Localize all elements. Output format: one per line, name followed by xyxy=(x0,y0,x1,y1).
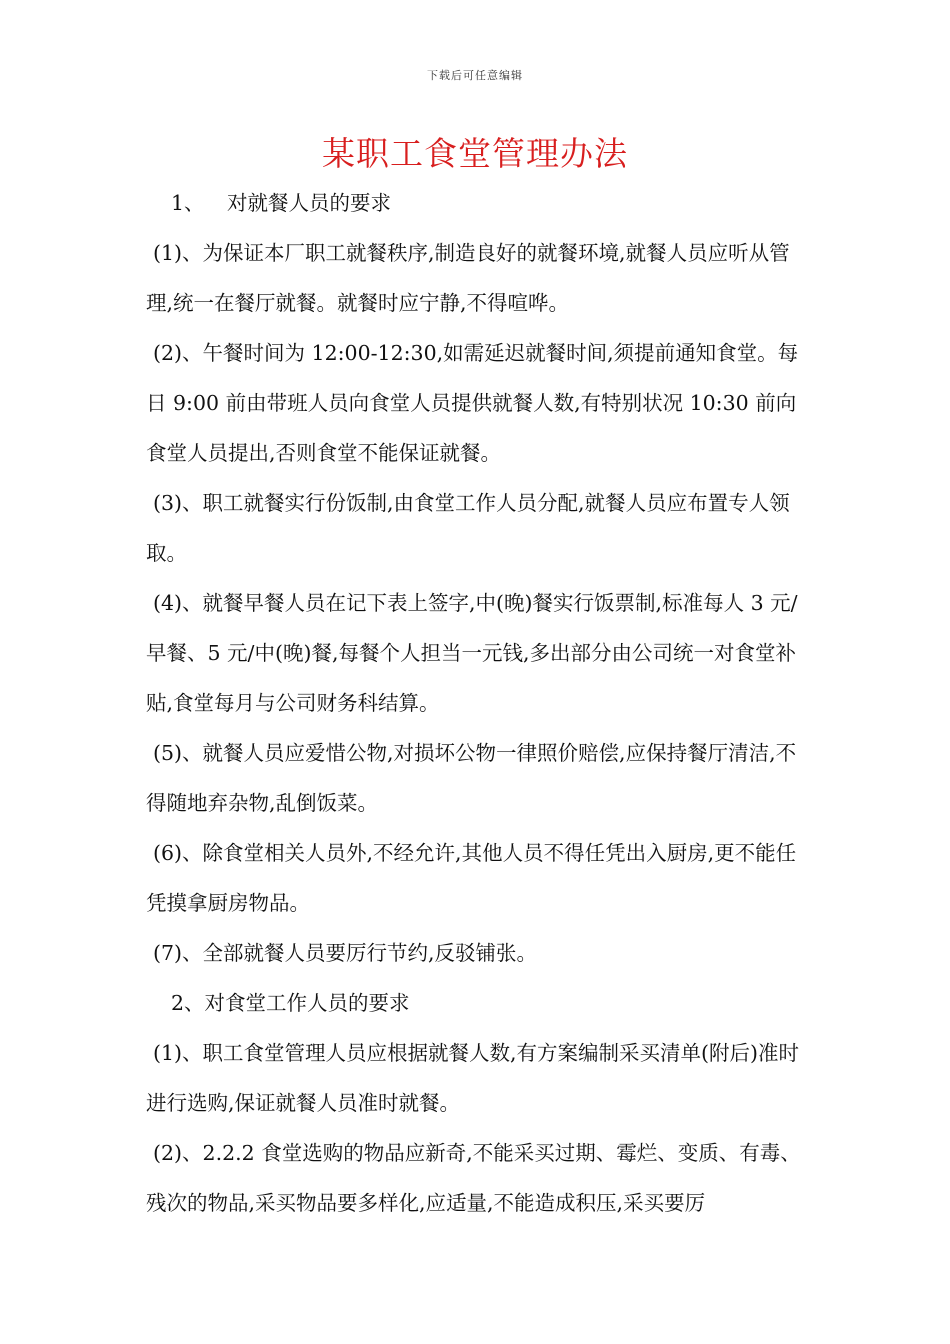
paragraph-4: (4)、就餐早餐人员在记下表上签字,中(晚)餐实行饭票制,标准每人 3 元/早餐、5 元/中(晚)餐,每餐个人担当一元钱,多出部分由公司统一对食堂补贴,食堂每月与公司财务科结算。 xyxy=(146,591,798,715)
paragraph-2-1: (1)、职工食堂管理人员应根据就餐人数,有方案编制采买清单(附后)准时进行选购,保证就餐人员准时就餐。 xyxy=(146,1041,800,1115)
paragraph-2: (2)、午餐时间为 12:00-12:30,如需延迟就餐时间,须提前通知食堂。每日 9:00 前由带班人员向食堂人员提供就餐人数,有特别状况 10:30 前向食堂人员提出,否则食堂不能保证就餐。 xyxy=(146,341,799,465)
paragraph-6: (6)、除食堂相关人员外,不经允许,其他人员不得任凭出入厨房,更不能任凭摸拿厨房物品。 xyxy=(146,841,797,915)
paragraph-7: (7)、全部就餐人员要厉行节约,反驳铺张。 xyxy=(153,941,538,965)
document-title: 某职工食堂管理办法 xyxy=(322,134,628,173)
section-heading-2: 2、对食堂工作人员的要求 xyxy=(171,991,410,1015)
paragraph-5: (5)、就餐人员应爱惜公物,对损坏公物一律照价赔偿,应保持餐厅清洁,不得随地弃杂物,乱倒饭菜。 xyxy=(146,741,797,815)
paragraph-2-2: (2)、2.2.2 食堂选购的物品应新奇,不能采买过期、霉烂、变质、有毒、残次的物品,采买物品要多样化,应适量,不能造成积压,采买要厉 xyxy=(146,1141,801,1215)
paragraph-1: (1)、为保证本厂职工就餐秩序,制造良好的就餐环境,就餐人员应听从管理,统一在餐厅就餐。就餐时应宁静,不得喧哗。 xyxy=(146,241,790,315)
section-heading-1: 1、 对就餐人员的要求 xyxy=(171,191,392,215)
page-header: 下载后可任意编辑 xyxy=(427,69,523,82)
document-body xyxy=(146,178,810,1228)
paragraph-3: (3)、职工就餐实行份饭制,由食堂工作人员分配,就餐人员应布置专人领取。 xyxy=(146,491,790,565)
